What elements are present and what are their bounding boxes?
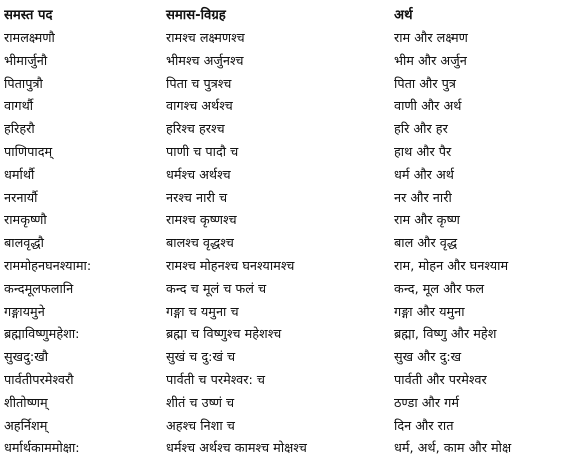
samas-vigrah-cell: धर्मश्च अर्थश्च xyxy=(166,167,231,183)
samas-vigrah-cell: सुखं च दु:खं च xyxy=(166,350,236,366)
samas-vigrah-cell: बालश्च वृद्धश्च xyxy=(166,236,234,252)
samast-pad-cell: धर्मार्थकाममोक्षा: xyxy=(4,441,80,457)
arth-cell: भीम और अर्जुन xyxy=(394,53,467,69)
table-row xyxy=(4,438,559,461)
table-row xyxy=(4,96,559,119)
arth-cell: पिता और पुत्र xyxy=(394,76,456,92)
arth-cell: नर और नारी xyxy=(394,190,452,206)
samast-pad-cell: धर्मार्थौ xyxy=(4,167,35,183)
samas-vigrah-cell: कन्द च मूलं च फलं च xyxy=(166,281,267,297)
arth-cell: राम और कृष्ण xyxy=(394,213,460,229)
arth-cell: धर्म और अर्थ xyxy=(394,167,454,183)
samast-pad-cell: गङ्गायमुने xyxy=(4,304,45,320)
samas-table xyxy=(4,4,559,461)
arth-cell: सुख और दु:ख xyxy=(394,350,462,366)
samas-vigrah-cell: पिता च पुत्रश्च xyxy=(166,76,232,92)
arth-cell: ब्रह्मा, विष्णु और महेश xyxy=(394,327,497,343)
table-row xyxy=(4,347,559,370)
table-row xyxy=(4,119,559,142)
samas-vigrah-cell: शीतं च उष्णं च xyxy=(166,395,235,411)
header-samast-pad: समस्त पद xyxy=(4,8,53,23)
samast-pad-cell: पार्वतीपरमेश्वरौ xyxy=(4,372,74,388)
table-row xyxy=(4,233,559,256)
samast-pad-cell: अहर्निशम् xyxy=(4,418,48,434)
arth-cell: दिन और रात xyxy=(394,418,454,434)
table-row xyxy=(4,416,559,439)
samast-pad-cell: पितापुत्रौ xyxy=(4,76,43,92)
samast-pad-cell: कन्दमूलफलानि xyxy=(4,281,74,297)
samas-vigrah-cell: रामश्च कृष्णश्च xyxy=(166,213,237,229)
samas-vigrah-cell: पाणी च पादौ च xyxy=(166,144,239,160)
table-row xyxy=(4,393,559,416)
arth-cell: राम, मोहन और घनश्याम xyxy=(394,258,509,274)
samas-vigrah-cell: रामश्च लक्ष्मणश्च xyxy=(166,31,245,46)
samas-vigrah-cell: ब्रह्मा च विष्णुश्च महेशश्च xyxy=(166,327,282,343)
arth-cell: धर्म, अर्थ, काम और मोक्ष xyxy=(394,441,512,457)
header-arth: अर्थ xyxy=(394,8,413,23)
samast-pad-cell: रामलक्ष्मणौ xyxy=(4,31,55,46)
arth-cell: कन्द, मूल और फल xyxy=(394,281,485,297)
table-row xyxy=(4,165,559,188)
samast-pad-cell: भीमार्जुनौ xyxy=(4,53,48,69)
samas-vigrah-cell: वागश्च अर्थश्च xyxy=(166,99,233,115)
table-row xyxy=(4,370,559,393)
samas-vigrah-cell: भीमश्च अर्जुनश्च xyxy=(166,53,244,69)
arth-cell: ठण्डा और गर्म xyxy=(394,395,459,411)
arth-cell: राम और लक्ष्मण xyxy=(394,31,468,46)
arth-cell: वाणी और अर्थ xyxy=(394,99,462,115)
samast-pad-cell: ब्रह्माविष्णुमहेशा: xyxy=(4,327,80,343)
samas-vigrah-cell: नरश्च नारी च xyxy=(166,190,228,206)
samast-pad-cell: पाणिपादम् xyxy=(4,144,53,160)
samas-vigrah-cell: पार्वती च परमेश्वर: च xyxy=(166,372,266,388)
arth-cell: बाल और वृद्ध xyxy=(394,236,458,252)
samas-vigrah-cell: गङ्गा च यमुना च xyxy=(166,304,239,320)
samast-pad-cell: नरनार्यौ xyxy=(4,190,38,206)
table-row xyxy=(4,28,559,51)
table-row xyxy=(4,302,559,325)
table-row xyxy=(4,210,559,233)
arth-cell: गङ्गा और यमुना xyxy=(394,304,465,320)
table-row xyxy=(4,51,559,74)
samas-vigrah-cell: हरिश्च हरश्च xyxy=(166,122,225,138)
samast-pad-cell: शीतोष्णम् xyxy=(4,395,48,411)
table-body xyxy=(4,28,559,461)
table-row xyxy=(4,256,559,279)
header-samas-vigrah: समास-विग्रह xyxy=(166,8,226,23)
samas-vigrah-cell: अहश्च निशा च xyxy=(166,418,235,434)
samast-pad-cell: बालवृद्धौ xyxy=(4,236,44,252)
table-row xyxy=(4,279,559,302)
samast-pad-cell: हरिहरौ xyxy=(4,122,35,138)
samast-pad-cell: सुखदु:खौ xyxy=(4,350,49,366)
table-row xyxy=(4,324,559,347)
table-row xyxy=(4,188,559,211)
samast-pad-cell: राममोहनघनश्यामा: xyxy=(4,258,92,274)
arth-cell: पार्वती और परमेश्वर xyxy=(394,372,487,388)
samast-pad-cell: वागर्थौ xyxy=(4,99,34,115)
samas-vigrah-cell: धर्मश्च अर्थश्च कामश्च मोक्षश्च xyxy=(166,441,307,457)
table-row xyxy=(4,74,559,97)
samast-pad-cell: रामकृष्णौ xyxy=(4,213,47,229)
table-row xyxy=(4,142,559,165)
arth-cell: हरि और हर xyxy=(394,122,448,138)
header-row xyxy=(4,4,559,28)
samas-vigrah-cell: रामश्च मोहनश्च घनश्यामश्च xyxy=(166,258,295,274)
arth-cell: हाथ और पैर xyxy=(394,144,452,160)
